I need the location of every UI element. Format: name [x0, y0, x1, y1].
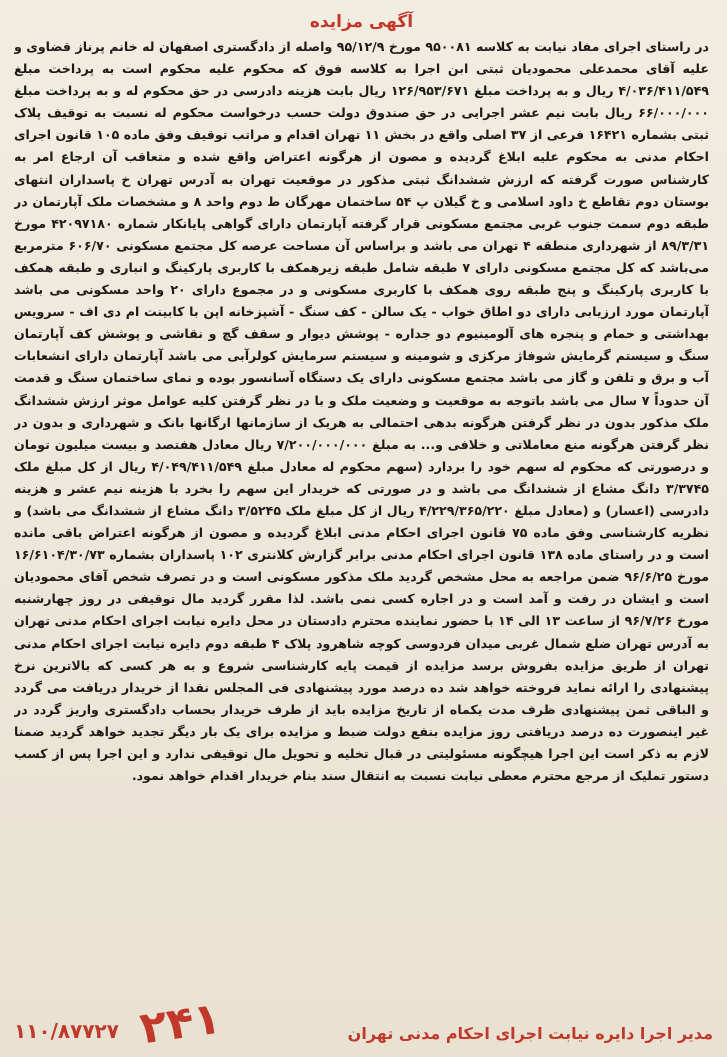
notice-title: آگهی مزایده — [309, 12, 414, 32]
notice-body — [14, 36, 709, 961]
signatory: مدیر اجرا دایره نیابت اجرای احکام مدنی تهران — [347, 1024, 713, 1043]
reference-number: ۱۱۰/۸۷۷۲۷ — [14, 1019, 119, 1043]
notice-footer — [10, 989, 713, 1055]
handwritten-mark: ۲۴۱ — [136, 992, 224, 1055]
notice-body-text: در راستای اجرای مفاد نیابت به کلاسه ۹۵۰۰۸۱ مورخ ۹۵/۱۲/۹ واصله از دادگستری اصفهان له خانم پرناز قضاوی و علیه آقای محمدعلی محمودیان ثبتی ابن اجرا به کلاسه فوق که محکوم علیه محکوم است به پرداخت مبلغ ۴/۰۳۶/۴۱۱/۵۴۹ ریال و به پرداخت مبلغ ۱۲۶/۹۵۳/۶۷۱ ریال بابت هزینه دادرسی در حق محکوم له و به پرداخت مبلغ ۶۶/۰۰۰/۰۰۰ ریال بابت نیم عشر اجرایی در حق صندوق دولت حسب درخواست محکوم له نسبت به توقیف پلاک ثبتی بشماره ۱۶۴۲۱ فرعی از ۳۷ اصلی واقع در بخش ۱۱ تهران اقدام و مراتب توقیف وفق ماده ۱۰۵ قانون اجرای احکام مدنی به محکوم علیه ابلاغ گردیده و مصون از هرگونه اعتراض واقع شده و متعاقب آن ارجاع امر به کارشناس صورت گرفته که ارزش ششدانگ ثبتی مذکور در موقعیت تهران به آدرس تهران خ پاسداران انتهای بوستان دوم تقاطع خ داود اسلامی و خ گیلان پ ۵۴ ساختمان مهرگان ط دوم واحد ۸ و مشخصات ملک آپارتمان در طبقه دوم سمت جنوب غربی مجتمع مسکونی قرار گرفته آپارتمان دارای گواهی پایانکار شماره ۴۲۰۹۷۱۸۰ مورخ ۸۹/۳/۳۱ از شهرداری منطقه ۴ تهران می باشد و براساس آن مساحت عرصه کل مجتمع مسکونی ۶۰۶/۷۰ مترمربع می‌باشد که کل مجتمع مسکونی دارای ۷ طبقه شامل طبقه زیرهمکف با کاربری پارکینگ و انباری و طبقه همکف با کاربری پارکینگ و پنج طبقه روی همکف با کاربری مسکونی و در مجموع دارای ۲۰ واحد مسکونی می باشد آپارتمان مورد ارزیابی دارای دو اطاق خواب - یک سالن - کف سنگ - آشپزخانه اپن با کابینت ام دی اف - سرویس بهداشتی و حمام و پنجره های آلومینیوم دو جداره - پوشش دیوار و سقف گچ و نقاشی و پوشش کف آپارتمان سنگ و سیستم گرمایش شوفاژ مرکزی و شومینه و سیستم سرمایش کولرآبی می باشد آپارتمان دارای انشعابات آب و برق و تلفن و گاز می باشد مجتمع مسکونی دارای یک دستگاه آسانسور بوده و نمای ساختمان سنگ و قدمت آن حدوداً ۷ سال می باشد باتوجه به موقعیت و وضعیت ملک و با در نظر گرفتن کلیه عوامل موثر ارزش ششدانگ ملک مذکور بدون در نظر گرفتن هرگونه بدهی احتمالی به هریک از سازمانها ارگانها بانک و شهرداری و بدون در نظر گرفتن هرگونه منع معاملاتی و خلافی و... به مبلغ ۷/۲۰۰/۰۰۰/۰۰۰ ریال معادل هفتصد و بیست میلیون تومان و درصورتی که محکوم له سهم خود را بردارد (سهم محکوم له معادل مبلغ ۴/۰۴۹/۴۱۱/۵۴۹ ریال از کل مبلغ ملک ۳/۳۷۴۵ دانگ مشاع از ششدانگ می باشد و در صورتی که خریدار این سهم را بخرد با هزینه نیم عشر و هزینه دادرسی (اعسار) و (معادل مبلغ ۴/۲۲۹/۳۶۵/۲۲۰ ریال از کل مبلغ ملک ۳/۵۲۴۵ دانگ مشاع از ششدانگ می باشد) و نظریه کارشناسی وفق ماده ۷۵ قانون اجرای احکام مدنی ابلاغ گردیده و مصون از هرگونه اعتراض باقی مانده است و در راستای ماده ۱۳۸ قانون اجرای احکام مدنی برابر گزارش کلانتری ۱۰۲ پاسداران بشماره ۱۶/۶۱۰۴/۳۰/۷۳ مورخ ۹۶/۶/۲۵ ضمن مراجعه به محل مشخص گردید ملک مذکور مسکونی است و در تصرف شخص آقای محمودیان است و ایشان در رفت و آمد است و در اجاره کسی نمی باشد. لذا مقرر گردید مال توقیفی در روز چهارشنبه مورخ ۹۶/۷/۲۶ از ساعت ۱۳ الی ۱۴ با حضور نماینده محترم دادستان در محل دایره نیابت اجرای احکام مدنی تهران به آدرس تهران ضلع شمال غربی میدان فردوسی کوچه شاهرود پلاک ۴ طبقه دوم دایره نیابت اجرای احکام مدنی تهران از طریق مزایده بفروش برسد مزایده از قیمت پایه کارشناسی شروع و به هر کسی که بالاترین نرخ پیشنهادی را ارائه نماید فروخته خواهد شد ده درصد مورد پیشنهادی فی المجلس نقدا از خریدار دریافت می گردد و الباقی ثمن پیشنهادی ظرف مدت یکماه از تاریخ مزایده باید از طرف خریدار بحساب دادگستری واریز گردد در غیر اینصورت ده درصد دریافتی روز مزایده بنفع دولت ضبط و مزایده برای یک بار دیگر تجدید خواهد گردید ضمنا لازم به ذکر است این اجرا هیچگونه مسئولیتی در قبال تخلیه و تحویل مال توقیفی ندارد و این اجرا پس از کسب دستور تملیک از مرجع محترم معطی نیابت نسبت به انتقال سند بنام خریدار اقدام خواهد نمود. — [14, 39, 709, 784]
